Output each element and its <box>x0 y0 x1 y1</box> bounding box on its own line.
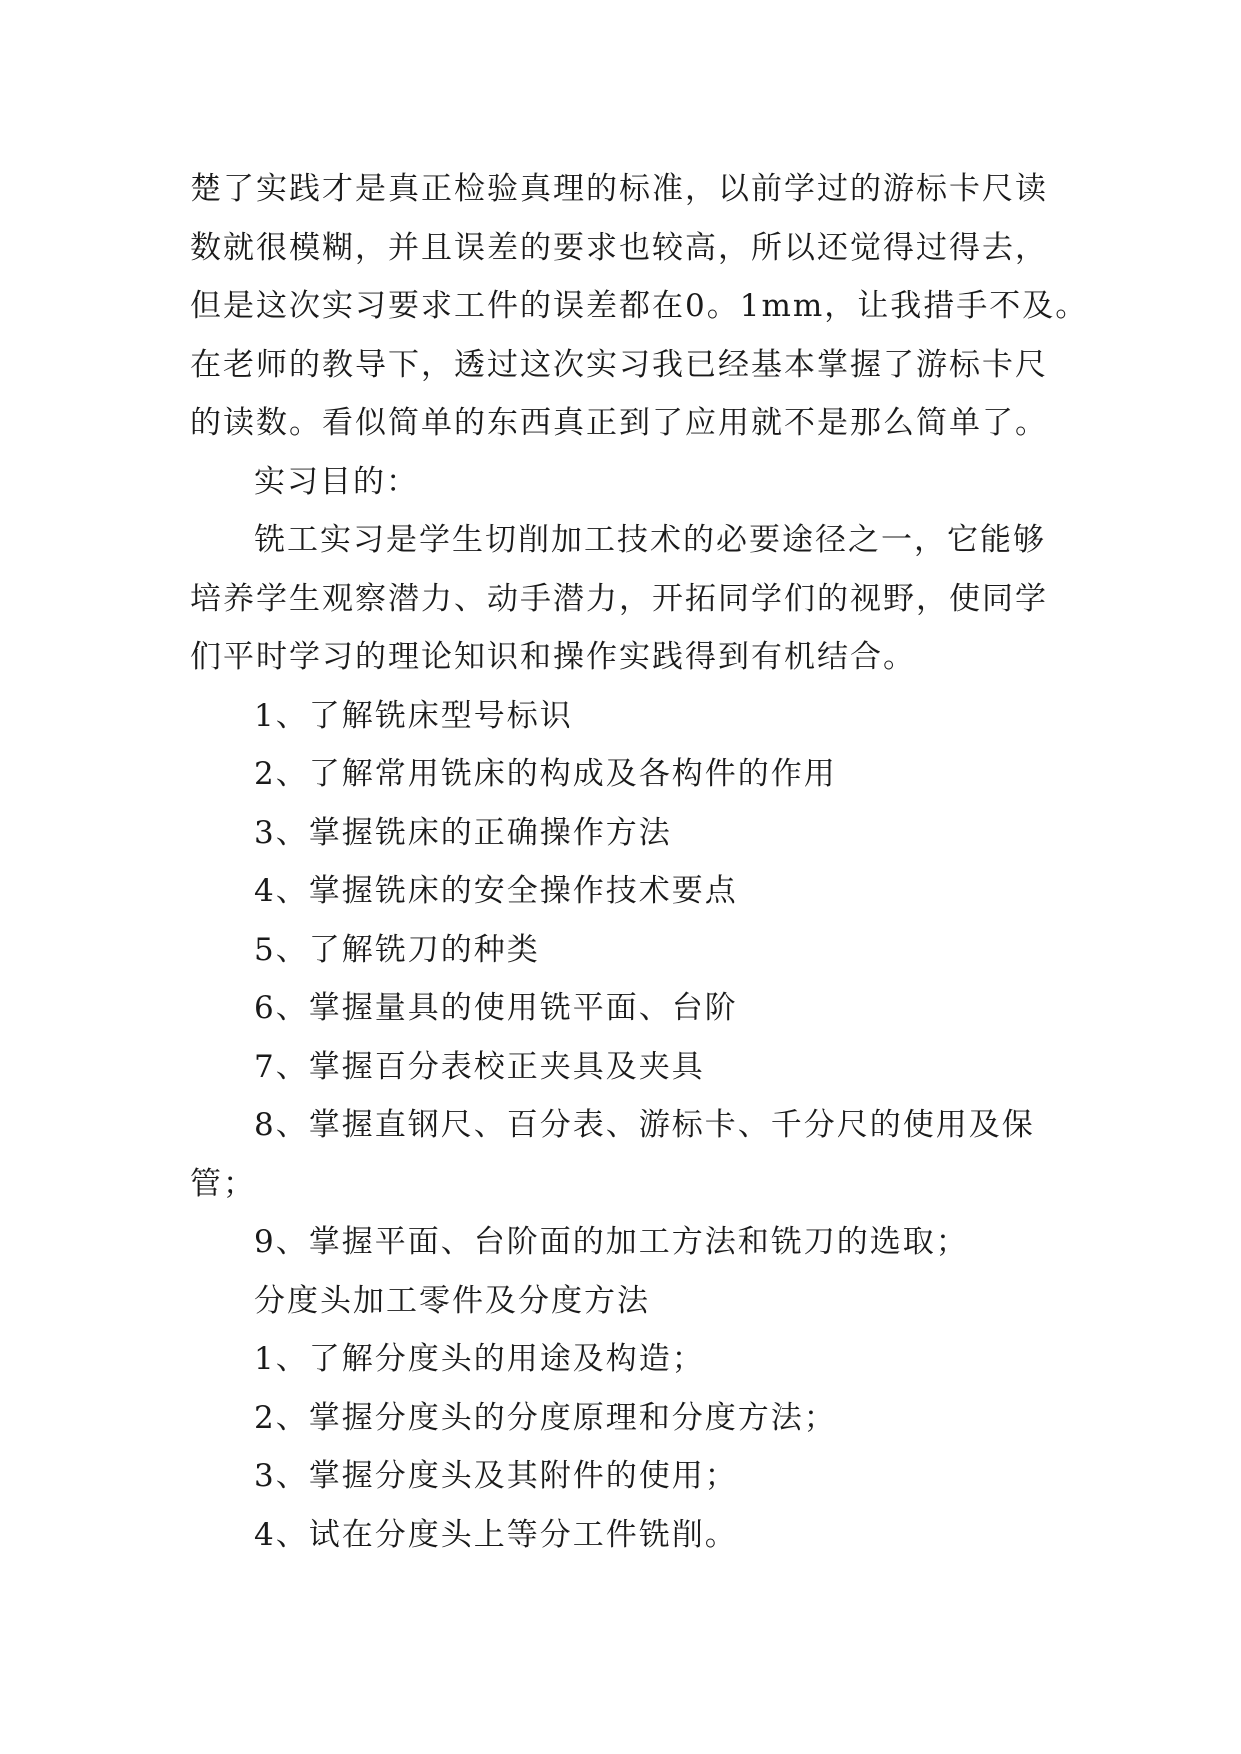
list-item: 1、了解铣床型号标识 <box>254 697 573 734</box>
purpose-line: 们平时学习的理论知识和操作实践得到有机结合。 <box>190 639 916 675</box>
list-item: 7、掌握百分表校正夹具及夹具 <box>254 1048 705 1085</box>
intro-line: 在老师的教导下，透过这次实习我已经基本掌握了游标卡尺 <box>190 346 1048 383</box>
intro-line: 的读数。看似简单的东西真正到了应用就不是那么简单了。 <box>190 405 1048 441</box>
purpose-line: 培养学生观察潜力、动手潜力，开拓同学们的视野，使同学 <box>190 580 1048 617</box>
dividing-item: 4、试在分度头上等分工件铣削。 <box>254 1516 738 1553</box>
dividing-heading: 分度头加工零件及分度方法 <box>254 1282 650 1319</box>
intro-line: 但是这次实习要求工件的误差都在0。1mm，让我措手不及。 <box>190 288 1089 324</box>
dividing-item: 1、了解分度头的用途及构造； <box>254 1341 705 1377</box>
list-item: 4、掌握铣床的安全操作技术要点 <box>254 873 738 909</box>
document-body <box>190 160 1089 1564</box>
intro-line: 楚了实践才是真正检验真理的标准，以前学过的游标卡尺读 <box>190 171 1048 207</box>
list-item: 3、掌握铣床的正确操作方法 <box>254 814 672 851</box>
dividing-item: 3、掌握分度头及其附件的使用； <box>254 1458 738 1494</box>
list-item: 5、了解铣刀的种类 <box>254 931 540 968</box>
list-item: 2、了解常用铣床的构成及各构件的作用 <box>254 756 837 792</box>
purpose-line: 铣工实习是学生切削加工技术的必要途径之一，它能够 <box>254 522 1046 558</box>
list-item: 9、掌握平面、台阶面的加工方法和铣刀的选取； <box>254 1224 969 1260</box>
list-item-continuation: 管； <box>190 1165 256 1202</box>
purpose-heading: 实习目的： <box>254 463 419 500</box>
list-item: 8、掌握直钢尺、百分表、游标卡、千分尺的使用及保 <box>254 1107 1035 1143</box>
list-item: 6、掌握量具的使用铣平面、台阶 <box>254 990 738 1026</box>
dividing-item: 2、掌握分度头的分度原理和分度方法； <box>254 1399 837 1436</box>
intro-line: 数就很模糊，并且误差的要求也较高，所以还觉得过得去， <box>190 229 1048 266</box>
